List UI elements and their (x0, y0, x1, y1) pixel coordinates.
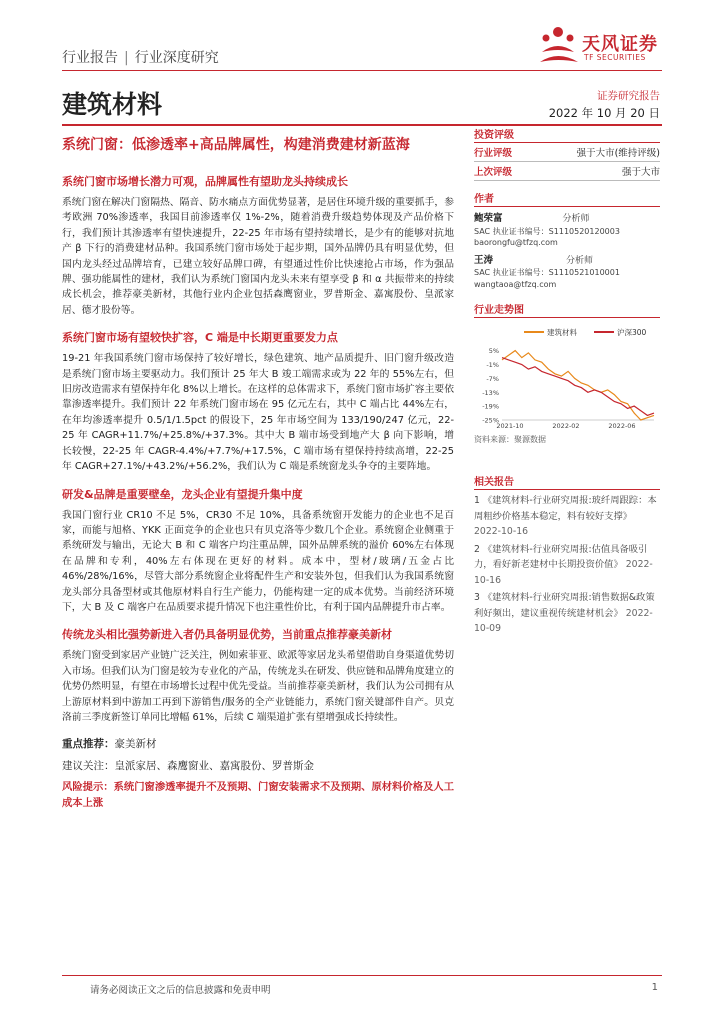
analyst-role: 分析师 (566, 255, 594, 266)
rating-label: 行业评级 (474, 148, 513, 159)
series-line (502, 351, 654, 420)
sector-title: 建筑材料 (62, 90, 163, 119)
x-tick-label: 2021-10 (496, 422, 524, 430)
y-tick-label: -19% (482, 402, 499, 411)
legend-label: 沪深300 (617, 328, 647, 337)
related-header: 相关报告 (474, 473, 660, 490)
logo-text-en: TF SECURITIES (584, 53, 646, 62)
analyst-cert: SAC 执业证书编号：S1110521010001 (474, 268, 620, 277)
industry-trend-chart (474, 324, 660, 434)
section-body: 系统门窗受到家居产业链广泛关注，例如索菲亚、欧派等家居龙头希望借助自身渠道优势切入市场。但我们认为门窗是较为专业化的产品，传统龙头在研发、供应链和品牌角度建立的优势仍然明显，有望在市场增长过程中优先受益。当前推荐豪美新材，我们认为公司拥有从上游原材料到中游加工再到下游销售/服务的全产业链能力，系统门窗关键部件自产。贝克洛前三季度新签订单同比增幅 61%，后续 C 端渠道扩张有望增强成长持续性。 (62, 650, 454, 723)
related-list (474, 493, 660, 637)
rating-block (474, 126, 660, 181)
rating-row (474, 143, 660, 162)
related-report-title[interactable]: 3 《建筑材料-行业研究周报:销售数据&政策利好频出，建议重视传统建材机会》 (474, 592, 655, 619)
report-subcategory: 行业深度研究 (134, 50, 219, 66)
analyst-entry (474, 213, 660, 249)
page-number: 1 (651, 982, 658, 993)
breadcrumb (62, 47, 219, 67)
suggest-value: 皇派家居、森鹰窗业、嘉寓股份、罗普斯金 (114, 759, 314, 772)
related-report-date: 2022-10-16 (474, 559, 653, 586)
related-report[interactable] (474, 493, 660, 540)
recommend-value: 豪美新材 (114, 738, 157, 751)
logo-text-cn: 天风证券 (582, 34, 658, 55)
related-report[interactable] (474, 590, 660, 637)
header-divider (62, 70, 662, 71)
related-report-title[interactable]: 2 《建筑材料-行业研究周报:估值具备吸引力，看好新老建材中长期投资价值》 (474, 543, 648, 570)
main-content (62, 174, 454, 823)
analyst-email[interactable]: baorongfu@tfzq.com (474, 238, 558, 247)
section-heading: 研发&品牌是重要壁垒，龙头企业有望提升集中度 (62, 487, 303, 501)
suggest-line (62, 759, 454, 774)
y-tick-label: -7% (486, 374, 499, 383)
recommend-label: 重点推荐： (62, 738, 115, 751)
y-tick-label: 5% (488, 347, 499, 356)
report-date: 2022 年 10 月 20 日 (548, 106, 660, 120)
y-tick-label: -13% (482, 388, 499, 397)
analyst-cert: SAC 执业证书编号：S1110520120003 (474, 226, 620, 236)
rating-value: 强于大市(维持评级) (576, 148, 660, 159)
report-headline: 系统门窗：低渗透率+高品牌属性，构建消费建材新蓝海 (62, 137, 410, 153)
author-block (474, 190, 660, 290)
trend-header: 行业走势图 (474, 301, 660, 318)
footer-divider (62, 975, 662, 976)
related-report[interactable] (474, 542, 660, 589)
related-report-date: 2022-10-09 (474, 607, 653, 634)
analyst-email[interactable]: wangtaoa@tfzq.com (474, 279, 557, 289)
y-tick-label: -1% (486, 361, 499, 369)
logo-mark-icon (534, 22, 584, 72)
author-header: 作者 (474, 190, 660, 207)
related-block (474, 473, 660, 639)
series-line (502, 358, 654, 416)
suggest-label: 建议关注： (62, 759, 115, 772)
risk-warning: 风险提示：系统门窗渗透率提升不及预期、门窗安装需求不及预期、原材料价格及人工成本上涨 (62, 781, 454, 809)
x-tick-label: 2022-06 (608, 422, 636, 430)
section-heading: 系统门窗市场增长潜力可观，品牌属性有望助龙头持续成长 (62, 175, 348, 188)
section-body: 系统门窗在解决门窗隔热、隔音、防水痛点方面优势显著，是居住环境升级的重要抓手，参考欧洲 70%渗透率，我国目前渗透率仅 1%-2%，随着消费升级趋势体现及产品价格下行，我们预计其渗透率有望快速提升，22-25 年市场有望持续增长，是少有的能够对抗地产 β 下行的消费建材品种。我国系统门窗市场处于起步期，国外品牌仍具有明显优势，但国内龙头经过品牌培育，已建立较好品牌口碑，有望通过性价比快速抢占市场，作为强品牌、强功能属性的建材，我们认为系统门窗国内龙头未来有望享受 β 和 α 共振带来的持续成长机会，推荐豪美新材，其他行业内企业包括森鹰窗业，罗普斯金、嘉寓股份、皇派家居、德才股份等。 (62, 197, 454, 316)
section-heading: 传统龙头相比强势新进入者仍具备明显优势，当前重点推荐豪美新材 (62, 628, 392, 642)
rating-value: 强于大市 (621, 167, 660, 178)
related-report-date: 2022-10-16 (474, 526, 529, 537)
rating-label: 上次评级 (474, 167, 513, 178)
footer-disclaimer: 请务必阅读正文之后的信息披露和免责申明 (90, 985, 271, 996)
analyst-role: 分析师 (562, 214, 590, 224)
recommend-line (62, 737, 454, 752)
breadcrumb-separator: | (124, 50, 129, 66)
report-category: 行业报告 (62, 50, 118, 66)
related-report-title[interactable]: 1 《建筑材料-行业研究周报:玻纤周跟踪：本周粗纱价格基本稳定，料有较好支撑》 (474, 495, 657, 522)
section-body: 我国门窗行业 CR10 不足 5%，CR30 不足 10%，具备系统窗开发能力的企业也不足百家，而能与旭格、YKK 正面竞争的企业也只有贝克洛等少数几个企业。系统窗企业侧重于系统研发与输出，无论大 B 和 C 端客户均注重品牌，国外品牌系统的溢价 60%左右体现在品牌和专利，40%左右体现在更好的材料。成本中，型材/玻璃/五金占比 46%/28%/16%，尽管大部分系统窗企业将配件生产和安装外包，但我们认为我国系统窗龙头部分具备型材或其他原材料自行生产能力，仍能构建一定的成本优势。当前经济环境下，大 B 及 C 端客户在品质要求提升情况下也注重性价比，有利于国内品牌提升市占率。 (62, 509, 454, 613)
trend-block (474, 301, 660, 445)
rating-header: 投资评级 (474, 126, 660, 143)
analyst-entry (474, 255, 660, 291)
rating-row (474, 162, 660, 181)
analyst-name: 鲍荣富 (474, 213, 503, 224)
y-tick-label: -25% (482, 416, 499, 425)
legend-label: 建筑材料 (547, 328, 577, 337)
section-heading: 系统门窗市场有望较快扩容，C 端是中长期更重要发力点 (62, 331, 338, 345)
analyst-name: 王涛 (474, 254, 494, 266)
chart-source: 资料来源：聚源数据 (474, 435, 546, 444)
x-tick-label: 2022-02 (552, 422, 580, 430)
section-body: 19-21 年我国系统门窗市场保持了较好增长，绿色建筑、地产品质提升、旧门窗升级改造是系统门窗市场主要驱动力。我们预计 25 年大 B 竣工端需求或为 22 年的 55%左右，但旧房改造需求有望保持年化 8%以上增长。在这样的总体需求下，系统门窗市场扩容主要依靠渗透率提升。我们预计 22 年系统门窗市场在 95 亿元左右，其中 C 端占比 44%左右，在年均渗透率提升 0.5/1/1.5pct 的假设下，25 年市场空间为 133/190/247 亿元，22-25 年 CAGR+11.7%/+25.8%/+37.3%。其中大 B 端市场受到地产大 β 向下影响，增长较慢，22-25 年 CAGR-4.4%/+7.7%/+17.5%，C 端市场有望保持持续高增，22-25 年 CAGR+27.1%/+43.2%/+56.2%，我们认为 C 端是系统窗龙头争夺的主要阵地。 (62, 353, 454, 473)
report-type: 证券研究报告 (597, 90, 660, 102)
